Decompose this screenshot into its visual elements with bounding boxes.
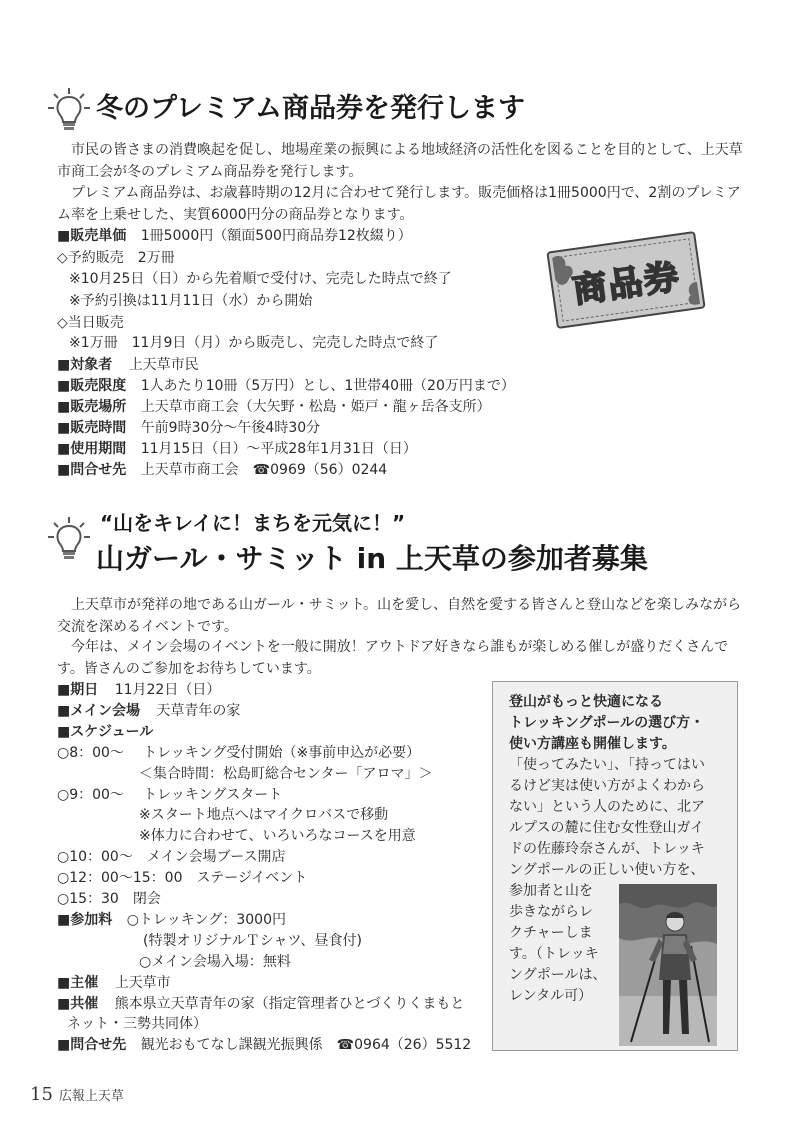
section2-paragraph-1: 上天草市が発祥の地である山ガール・サミット。山を愛し、自然を愛する皆さんと登山などを楽しみながら交流を深めるイベントです。 xyxy=(57,597,742,635)
time-row xyxy=(57,418,320,438)
cohost-label: ■共催 xyxy=(57,996,99,1012)
lightbulb-icon xyxy=(46,86,92,134)
sidebar-line: す。（トレッキ xyxy=(509,946,599,962)
period-value: 11月15日（日）～平成28年1月31日（日） xyxy=(140,441,417,457)
section1-paragraph-2: プレミアム商品券は、お歳暮時期の12月に合わせて発行します。販売価格は1冊5000円で、2割のプレミアム率を上乗せした、実質6000円分の商品券となります。 xyxy=(57,185,741,223)
page-footer xyxy=(30,1084,124,1105)
price-value: 1冊5000円（額面500円商品券12枚綴り） xyxy=(140,228,412,244)
target-value: 上天草市民 xyxy=(128,357,199,373)
venue-row xyxy=(57,701,240,721)
sidebar-heading-line-3: 使い方講座も開催します。 xyxy=(509,736,676,752)
period-row xyxy=(57,439,417,459)
schedule-text-1: トレッキング受付開始（※事前申込が必要） xyxy=(143,745,421,761)
schedule-item-4: ○12：00～15：00 ステージイベント xyxy=(57,870,308,886)
time-label: ■販売時間 xyxy=(57,420,127,436)
sidebar-line: レンタル可） xyxy=(509,988,593,1004)
sameday-heading: ◇当日販売 xyxy=(57,315,124,331)
schedule-sub-1: ＜集合時間：松島町総合センター「アロマ」＞ xyxy=(139,766,433,782)
schedule-time-2: ○9：00～ xyxy=(57,787,124,803)
sidebar-line: ない」という人のために、北ア xyxy=(509,799,705,815)
section1-contact-value: 上天草市商工会 ☎0969（56）0244 xyxy=(140,462,388,478)
section2-contact-row xyxy=(57,1035,471,1055)
lightbulb-icon xyxy=(46,515,92,563)
time-value: 午前9時30分～午後4時30分 xyxy=(140,420,321,436)
date-label: ■期日 xyxy=(57,682,99,698)
host-label: ■主催 xyxy=(57,975,99,991)
date-row xyxy=(57,680,220,700)
fee-sub: (特製オリジナルＴシャツ、昼食付) xyxy=(143,933,362,949)
reserve-note-1: ※10月25日（日）から先着順で受付け、完売した時点で終了 xyxy=(69,271,452,287)
date-value: 11月22日（日） xyxy=(114,682,221,698)
fee-label: ■参加料 xyxy=(57,912,113,928)
cohost-value: 熊本県立天草青年の家（指定管理者ひとづくりくまもと xyxy=(114,996,465,1012)
host-row xyxy=(57,973,171,993)
schedule-label: ■スケジュール xyxy=(57,724,154,740)
reserve-heading: ◇予約販売 2万冊 xyxy=(57,250,175,266)
trekking-woman-photo xyxy=(619,884,717,1046)
gift-certificate-text: 商品券 xyxy=(570,256,683,312)
sidebar-line: ドの佐藤玲奈さんが、トレッキ xyxy=(509,841,705,857)
section1-paragraph-1: 市民の皆さまの消費喚起を促し、地場産業の振興による地域経済の活性化を図ることを目的として、上天草市商工会が冬のプレミアム商品券を発行します。 xyxy=(57,142,743,180)
fee-main-venue: ○メイン会場入場：無料 xyxy=(139,954,291,970)
schedule-item-1 xyxy=(57,743,420,763)
schedule-sub-2a: ※スタート地点へはマイクロバスで移動 xyxy=(139,807,389,823)
schedule-item-5: ○15：30 閉会 xyxy=(57,891,161,907)
venue-value: 天草青年の家 xyxy=(156,703,241,719)
price-label: ■販売単価 xyxy=(57,228,127,244)
period-label: ■使用期間 xyxy=(57,441,127,457)
trekking-pole-sidebar xyxy=(492,681,738,1051)
section2-subtitle: “山をキレイに！まちを元気に！” xyxy=(100,511,406,535)
magazine-name: 広報上天草 xyxy=(58,1089,124,1104)
fee-row xyxy=(57,910,286,930)
venue-label: ■メイン会場 xyxy=(57,703,140,719)
sidebar-heading-line-1: 登山がもっと快適になる xyxy=(509,694,663,710)
gift-certificate-image xyxy=(545,230,707,330)
fee-value: ○トレッキング：3000円 xyxy=(126,912,286,928)
host-value: 上天草市 xyxy=(114,975,171,991)
cohost-value-continued: ネット・三勢共同体） xyxy=(67,1016,207,1032)
sidebar-line: ングポールの正しい使い方を、 xyxy=(509,862,705,878)
sidebar-line: ングポールは、 xyxy=(509,967,607,983)
target-label: ■対象者 xyxy=(57,357,113,373)
cohost-row xyxy=(57,994,464,1014)
section1-contact-label: ■問合せ先 xyxy=(57,462,127,478)
section2-title: 山ガール・サミット in 上天草の参加者募集 xyxy=(96,542,648,575)
place-label: ■販売場所 xyxy=(57,399,127,415)
schedule-text-2: トレッキングスタート xyxy=(143,787,283,803)
sameday-note: ※1万冊 11月9日（月）から販売し、完売した時点で終了 xyxy=(69,335,439,351)
section1-contact-row xyxy=(57,460,387,480)
section2-paragraph-2: 今年は、メイン会場のイベントを一般に開放！アウトドア好きなら誰もが楽しめる催しが盛りだくさんです。皆さんのご参加をお待ちしています。 xyxy=(57,639,729,677)
section1-title: 冬のプレミアム商品券を発行します xyxy=(96,93,526,124)
limit-value: 1人あたり10冊（5万円）とし、1世帯40冊（20万円まで） xyxy=(140,378,515,394)
sidebar-line: クチャーしま xyxy=(509,925,593,941)
sidebar-line: 参加者と山を xyxy=(509,883,593,899)
sidebar-line: ルプスの麓に住む女性登山ガイ xyxy=(509,820,705,836)
section2-contact-label: ■問合せ先 xyxy=(57,1037,127,1053)
sidebar-heading xyxy=(509,692,731,755)
reserve-note-2: ※予約引換は11月11日（水）から開始 xyxy=(69,293,313,309)
page-number: 15 xyxy=(30,1084,53,1105)
place-row xyxy=(57,397,491,417)
schedule-item-3: ○10：00～ メイン会場ブース開店 xyxy=(57,849,286,865)
sidebar-line: 歩きながらレ xyxy=(509,904,593,920)
limit-row xyxy=(57,376,515,396)
sidebar-line: るけど実は使い方がよくわから xyxy=(509,778,705,794)
schedule-sub-2b: ※体力に合わせて、いろいろなコースを用意 xyxy=(139,828,416,844)
schedule-item-2 xyxy=(57,785,282,805)
schedule-time-1: ○8：00～ xyxy=(57,745,124,761)
sidebar-line: 「使ってみたい」、「持ってはい xyxy=(509,757,705,773)
place-value: 上天草市商工会（大矢野・松島・姫戸・龍ヶ岳各支所） xyxy=(140,399,491,415)
price-row xyxy=(57,226,412,246)
limit-label: ■販売限度 xyxy=(57,378,127,394)
sidebar-heading-line-2: トレッキングポールの選び方・ xyxy=(509,715,705,731)
target-row xyxy=(57,355,199,375)
section2-contact-value: 観光おもてなし課観光振興係 ☎0964（26）5512 xyxy=(140,1037,472,1053)
